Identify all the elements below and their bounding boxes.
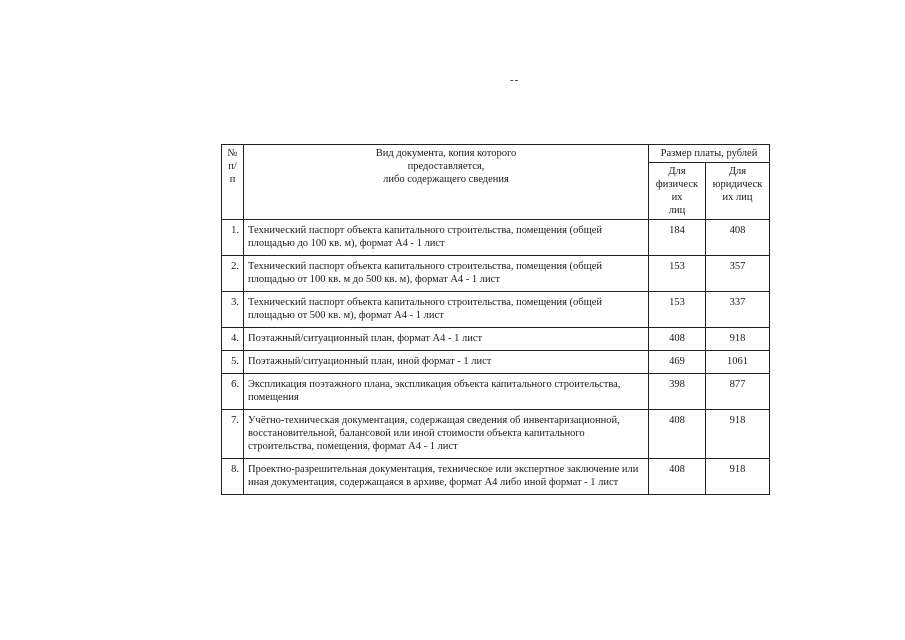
row-fee-legal-entities: 1061 — [706, 351, 770, 374]
row-fee-individuals: 408 — [649, 410, 706, 459]
row-document-type: Проектно-разрешительная документация, техническое или экспертное заключение или иная документация, содержащаяся в архиве, формат А4 либо иной формат - 1 лист — [244, 459, 649, 495]
row-fee-individuals: 153 — [649, 292, 706, 328]
row-document-type: Учётно-техническая документация, содержащая сведения об инвентаризационной, восстановительной, балансовой или иной стоимости объекта капитального строительства, помещения, формат А4 - 1 лист — [244, 410, 649, 459]
row-number: 7. — [222, 410, 244, 459]
row-document-type: Технический паспорт объекта капитального строительства, помещения (общей площадью от 100 кв. м до 500 кв. м), формат А4 - 1 лист — [244, 256, 649, 292]
page-mark: -- — [510, 74, 520, 86]
table-row — [222, 459, 770, 495]
table-row — [222, 351, 770, 374]
row-fee-legal-entities: 918 — [706, 410, 770, 459]
row-number: 4. — [222, 328, 244, 351]
row-fee-legal-entities: 877 — [706, 374, 770, 410]
row-fee-individuals: 408 — [649, 328, 706, 351]
row-fee-individuals: 408 — [649, 459, 706, 495]
header-legal-entities: Для юридическ их лиц — [706, 163, 770, 220]
header-document-type: Вид документа, копия которого предоставляется, либо содержащего сведения — [244, 145, 649, 220]
header-fee-amount: Размер платы, рублей — [649, 145, 770, 163]
row-fee-legal-entities: 408 — [706, 220, 770, 256]
row-number: 8. — [222, 459, 244, 495]
header-number: № п/п — [222, 145, 244, 220]
table-row — [222, 410, 770, 459]
table-row — [222, 220, 770, 256]
row-number: 5. — [222, 351, 244, 374]
row-fee-legal-entities: 337 — [706, 292, 770, 328]
row-number: 6. — [222, 374, 244, 410]
table-row — [222, 292, 770, 328]
fee-table — [221, 144, 770, 495]
header-individuals: Для физическ их лиц — [649, 163, 706, 220]
row-document-type: Технический паспорт объекта капитального строительства, помещения (общей площадью от 500 кв. м), формат А4 - 1 лист — [244, 292, 649, 328]
row-number: 2. — [222, 256, 244, 292]
row-fee-legal-entities: 918 — [706, 459, 770, 495]
row-number: 3. — [222, 292, 244, 328]
row-fee-individuals: 184 — [649, 220, 706, 256]
table-row — [222, 328, 770, 351]
row-fee-individuals: 398 — [649, 374, 706, 410]
row-document-type: Поэтажный/ситуационный план, иной формат - 1 лист — [244, 351, 649, 374]
row-document-type: Экспликация поэтажного плана, экспликация объекта капитального строительства, помещения — [244, 374, 649, 410]
row-fee-individuals: 469 — [649, 351, 706, 374]
row-document-type: Технический паспорт объекта капитального строительства, помещения (общей площадью до 100 кв. м), формат А4 - 1 лист — [244, 220, 649, 256]
row-fee-legal-entities: 918 — [706, 328, 770, 351]
table-row — [222, 256, 770, 292]
row-document-type: Поэтажный/ситуационный план, формат А4 - 1 лист — [244, 328, 649, 351]
row-fee-individuals: 153 — [649, 256, 706, 292]
row-number: 1. — [222, 220, 244, 256]
table-row — [222, 374, 770, 410]
row-fee-legal-entities: 357 — [706, 256, 770, 292]
